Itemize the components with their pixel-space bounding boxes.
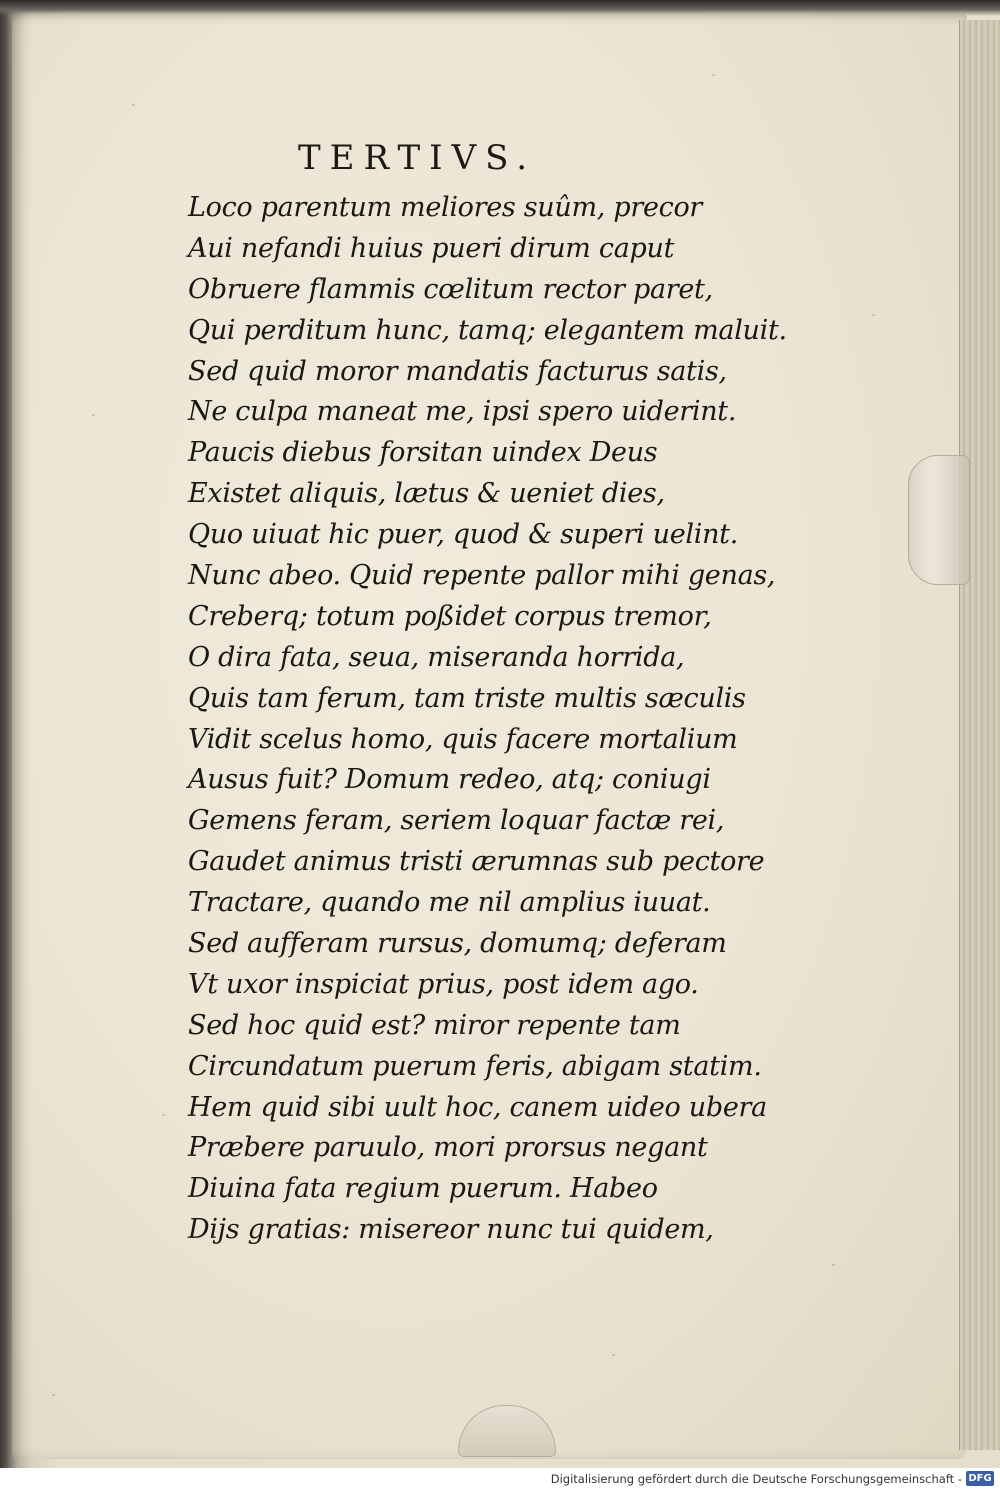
paper-speck — [162, 1114, 165, 1116]
dfg-logo: DFG — [966, 1471, 994, 1486]
verse-line: Gemens feram, seriem loquar factæ rei, — [188, 805, 725, 837]
credit-text: Digitalisierung gefördert durch die Deutsche Forschungsgemeinschaft - — [550, 1472, 962, 1486]
verse-line: Circundatum puerum feris, abigam statim. — [188, 1050, 762, 1082]
page-clip — [908, 455, 970, 585]
paper-speck — [712, 74, 715, 76]
page-heading: TERTIVS. — [298, 138, 537, 178]
verse-text — [188, 188, 828, 1251]
paper-speck — [132, 104, 135, 106]
verse-line: Nunc abeo. Quid repente pallor mihi genas, — [188, 560, 776, 592]
verse-line: Obruere flammis cœlitum rector paret, — [188, 273, 713, 305]
verse-line: O dira fata, seua, miseranda horrida, — [188, 641, 685, 673]
verse-line: Hem quid sibi uult hoc, canem uideo ubera — [188, 1091, 767, 1123]
verse-line: Paucis diebus forsitan uindex Deus — [188, 437, 658, 469]
paper-speck — [872, 314, 875, 316]
verse-line: Gaudet animus tristi ærumnas sub pectore — [188, 846, 765, 878]
verse-line: Qui perditum hunc, tamq; elegantem maluit. — [188, 314, 787, 346]
verse-line: Vt uxor inspiciat prius, post idem ago. — [188, 968, 699, 1000]
verse-line: Præbere paruulo, mori prorsus negant — [188, 1132, 708, 1164]
paper-speck — [612, 1354, 615, 1356]
verse-line: Ausus fuit? Domum redeo, atq; coniugi — [188, 764, 711, 796]
verse-line: Sed aufferam rursus, domumq; deferam — [188, 928, 727, 960]
verse-line: Ne culpa maneat me, ipsi spero uiderint. — [188, 396, 737, 428]
verse-line: Aui nefandi huius pueri dirum caput — [188, 232, 675, 264]
paper-speck — [52, 1394, 55, 1396]
verse-line: Sed hoc quid est? miror repente tam — [188, 1009, 681, 1041]
verse-line: Creberq; totum poßidet corpus tremor, — [188, 600, 712, 632]
page-edges — [959, 20, 1000, 1450]
verse-line: Dijs gratias: misereor nunc tui quidem, — [188, 1214, 714, 1246]
verse-line: Loco parentum meliores suûm, precor — [188, 192, 703, 223]
paper-speck — [92, 414, 95, 416]
paper-speck — [832, 1264, 835, 1266]
verse-line: Quis tam ferum, tam triste multis sæculis — [188, 682, 746, 714]
verse-line: Quo uiuat hic puer, quod & superi uelint. — [188, 519, 738, 551]
verse-line: Vidit scelus homo, quis facere mortalium — [188, 723, 738, 755]
verse-line: Sed quid moror mandatis facturus satis, — [188, 355, 727, 387]
verse-line: Tractare, quando me nil amplius iuuat. — [188, 887, 711, 919]
verse-line: Diuina fata regium puerum. Habeo — [188, 1173, 658, 1205]
credit-bar — [0, 1468, 1000, 1491]
verse-line: Existet aliquis, lætus & ueniet dies, — [188, 478, 665, 510]
